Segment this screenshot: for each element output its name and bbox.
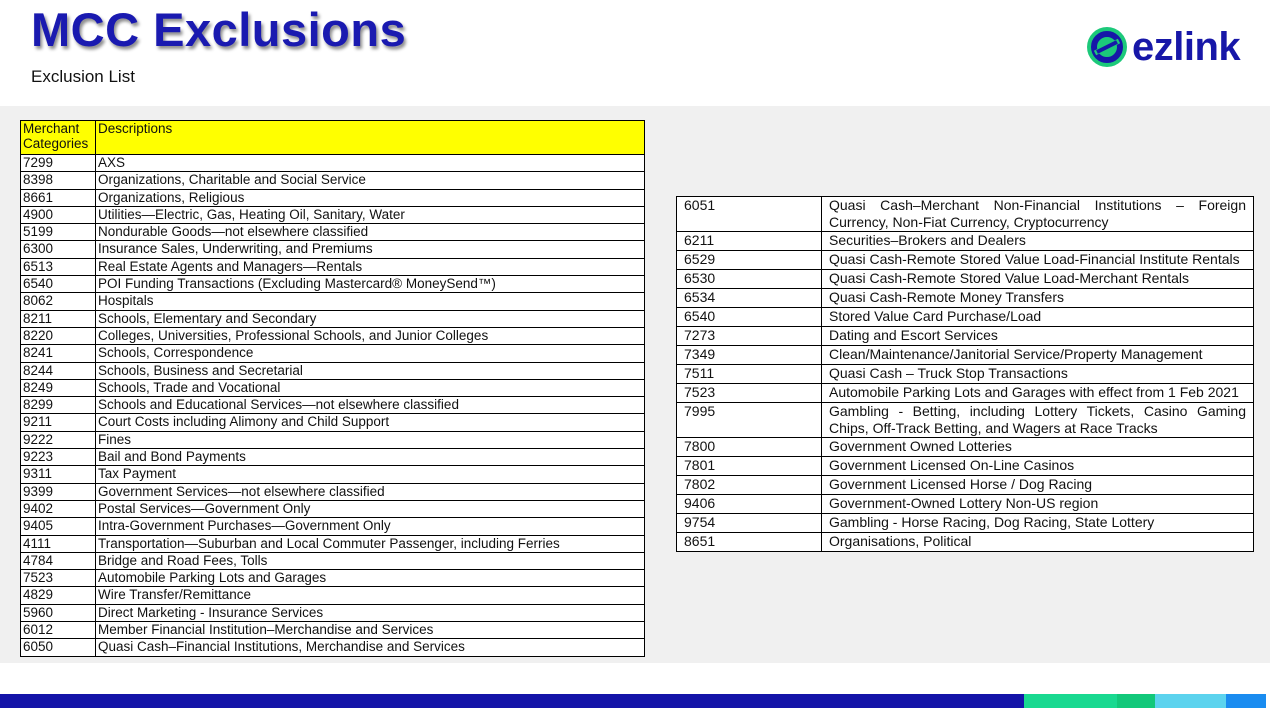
mcc-description: Direct Marketing - Insurance Services	[96, 604, 645, 621]
mcc-description: Schools, Elementary and Secondary	[96, 310, 645, 327]
mcc-description: Hospitals	[96, 293, 645, 310]
mcc-code: 6051	[677, 197, 822, 232]
mcc-description: Government Owned Lotteries	[822, 438, 1254, 457]
mcc-code: 8062	[21, 293, 96, 310]
mcc-code: 6534	[677, 289, 822, 308]
table-row	[21, 414, 645, 431]
table-row	[21, 587, 645, 604]
mcc-description: Utilities—Electric, Gas, Heating Oil, Sanitary, Water	[96, 206, 645, 223]
footer-color-bar	[0, 694, 1270, 708]
mcc-description: POI Funding Transactions (Excluding Mastercard® MoneySend™)	[96, 276, 645, 293]
mcc-description: Bridge and Road Fees, Tolls	[96, 552, 645, 569]
footer-bar-segment	[1155, 694, 1226, 708]
mcc-code: 8299	[21, 397, 96, 414]
mcc-code: 8661	[21, 189, 96, 206]
mcc-code: 8220	[21, 327, 96, 344]
mcc-code: 7273	[677, 327, 822, 346]
exclusion-table-right	[676, 196, 1254, 552]
mcc-description: Gambling - Betting, including Lottery Tickets, Casino Gaming Chips, Off-Track Betting, and Wagers at Race Tracks	[822, 403, 1254, 438]
mcc-description: Bail and Bond Payments	[96, 449, 645, 466]
mcc-code: 7801	[677, 457, 822, 476]
table-row	[21, 466, 645, 483]
mcc-description: Gambling - Horse Racing, Dog Racing, State Lottery	[822, 514, 1254, 533]
table-row	[677, 533, 1254, 552]
mcc-description: Securities–Brokers and Dealers	[822, 232, 1254, 251]
mcc-description: Stored Value Card Purchase/Load	[822, 308, 1254, 327]
mcc-code: 5199	[21, 224, 96, 241]
mcc-code: 8244	[21, 362, 96, 379]
header-descriptions: Descriptions	[96, 121, 645, 155]
footer-bar-segment	[0, 694, 1024, 708]
mcc-description: Automobile Parking Lots and Garages with effect from 1 Feb 2021	[822, 384, 1254, 403]
table-row	[21, 604, 645, 621]
mcc-code: 7802	[677, 476, 822, 495]
table-row	[677, 232, 1254, 251]
table-row	[21, 224, 645, 241]
mcc-code: 8249	[21, 379, 96, 396]
mcc-description: AXS	[96, 155, 645, 172]
mcc-code: 6530	[677, 270, 822, 289]
mcc-description: Dating and Escort Services	[822, 327, 1254, 346]
table-row	[21, 500, 645, 517]
table-row	[21, 155, 645, 172]
mcc-code: 9222	[21, 431, 96, 448]
table-row	[677, 197, 1254, 232]
mcc-description: Schools and Educational Services—not elsewhere classified	[96, 397, 645, 414]
table-row	[21, 172, 645, 189]
mcc-description: Organizations, Religious	[96, 189, 645, 206]
mcc-code: 9405	[21, 518, 96, 535]
mcc-description: Quasi Cash–Merchant Non-Financial Institutions – Foreign Currency, Non-Fiat Currency, Cryptocurrency	[822, 197, 1254, 232]
table-row	[677, 457, 1254, 476]
table-row	[21, 431, 645, 448]
mcc-code: 6012	[21, 622, 96, 639]
mcc-description: Automobile Parking Lots and Garages	[96, 570, 645, 587]
mcc-description: Wire Transfer/Remittance	[96, 587, 645, 604]
mcc-description: Quasi Cash-Remote Stored Value Load-Financial Institute Rentals	[822, 251, 1254, 270]
mcc-code: 8651	[677, 533, 822, 552]
table-row	[677, 476, 1254, 495]
mcc-code: 8241	[21, 345, 96, 362]
mcc-code: 9211	[21, 414, 96, 431]
table-row	[677, 308, 1254, 327]
mcc-description: Government Licensed On-Line Casinos	[822, 457, 1254, 476]
mcc-description: Government-Owned Lottery Non-US region	[822, 495, 1254, 514]
table-row	[677, 365, 1254, 384]
table-row	[677, 270, 1254, 289]
mcc-code: 6529	[677, 251, 822, 270]
mcc-code: 9402	[21, 500, 96, 517]
exclusion-table-left	[20, 120, 645, 657]
table-row	[21, 206, 645, 223]
table-row	[677, 289, 1254, 308]
mcc-description: Government Services—not elsewhere classified	[96, 483, 645, 500]
table-row	[21, 241, 645, 258]
table-row	[21, 397, 645, 414]
mcc-description: Clean/Maintenance/Janitorial Service/Property Management	[822, 346, 1254, 365]
mcc-description: Colleges, Universities, Professional Schools, and Junior Colleges	[96, 327, 645, 344]
mcc-code: 6540	[21, 276, 96, 293]
table-row	[21, 345, 645, 362]
table-row	[21, 362, 645, 379]
mcc-code: 9754	[677, 514, 822, 533]
mcc-code: 7299	[21, 155, 96, 172]
table-row	[21, 276, 645, 293]
footer-bar-segment	[1024, 694, 1117, 708]
mcc-code: 7523	[677, 384, 822, 403]
table-row	[21, 449, 645, 466]
header-merchant-categories: Merchant Categories	[21, 121, 96, 155]
mcc-code: 9311	[21, 466, 96, 483]
mcc-code: 4111	[21, 535, 96, 552]
table-row	[677, 438, 1254, 457]
mcc-code: 4900	[21, 206, 96, 223]
table-row	[21, 535, 645, 552]
table-row	[21, 327, 645, 344]
mcc-code: 7511	[677, 365, 822, 384]
mcc-code: 7349	[677, 346, 822, 365]
table-row	[677, 403, 1254, 438]
ezlink-logo	[1086, 24, 1256, 70]
mcc-code: 4829	[21, 587, 96, 604]
table-row	[677, 346, 1254, 365]
table-row	[21, 570, 645, 587]
mcc-description: Insurance Sales, Underwriting, and Premiums	[96, 241, 645, 258]
mcc-description: Transportation—Suburban and Local Commuter Passenger, including Ferries	[96, 535, 645, 552]
table-row	[677, 514, 1254, 533]
mcc-description: Quasi Cash-Remote Stored Value Load-Merchant Rentals	[822, 270, 1254, 289]
mcc-code: 8398	[21, 172, 96, 189]
table-header-row	[21, 121, 645, 155]
mcc-code: 9406	[677, 495, 822, 514]
mcc-code: 6050	[21, 639, 96, 656]
mcc-code: 6300	[21, 241, 96, 258]
table-row	[677, 495, 1254, 514]
table-row	[21, 258, 645, 275]
mcc-description: Court Costs including Alimony and Child Support	[96, 414, 645, 431]
mcc-code: 4784	[21, 552, 96, 569]
footer-bar-segment	[1117, 694, 1155, 708]
mcc-description: Schools, Trade and Vocational	[96, 379, 645, 396]
mcc-code: 9223	[21, 449, 96, 466]
mcc-code: 7800	[677, 438, 822, 457]
table-row	[21, 622, 645, 639]
logo-text: ezlink	[1132, 25, 1241, 69]
mcc-description: Quasi Cash–Financial Institutions, Merchandise and Services	[96, 639, 645, 656]
mcc-description: Fines	[96, 431, 645, 448]
mcc-description: Schools, Correspondence	[96, 345, 645, 362]
table-row	[21, 483, 645, 500]
table-row	[21, 293, 645, 310]
mcc-description: Organizations, Charitable and Social Service	[96, 172, 645, 189]
mcc-code: 8211	[21, 310, 96, 327]
mcc-description: Intra-Government Purchases—Government Only	[96, 518, 645, 535]
mcc-description: Tax Payment	[96, 466, 645, 483]
table-row	[21, 310, 645, 327]
mcc-description: Postal Services—Government Only	[96, 500, 645, 517]
mcc-code: 7523	[21, 570, 96, 587]
mcc-code: 6211	[677, 232, 822, 251]
table-row	[677, 384, 1254, 403]
mcc-description: Member Financial Institution–Merchandise and Services	[96, 622, 645, 639]
mcc-code: 5960	[21, 604, 96, 621]
ezlink-e-icon	[1086, 26, 1128, 68]
table-row	[21, 379, 645, 396]
table-row	[21, 518, 645, 535]
mcc-description: Quasi Cash-Remote Money Transfers	[822, 289, 1254, 308]
mcc-description: Nondurable Goods—not elsewhere classified	[96, 224, 645, 241]
mcc-code: 7995	[677, 403, 822, 438]
page-subtitle: Exclusion List	[31, 67, 135, 86]
mcc-description: Quasi Cash – Truck Stop Transactions	[822, 365, 1254, 384]
page-title: MCC Exclusions	[31, 3, 407, 56]
mcc-code: 6540	[677, 308, 822, 327]
mcc-description: Real Estate Agents and Managers—Rentals	[96, 258, 645, 275]
table-row	[21, 639, 645, 656]
footer-bar-segment	[1266, 694, 1270, 708]
mcc-code: 9399	[21, 483, 96, 500]
mcc-description: Organisations, Political	[822, 533, 1254, 552]
mcc-code: 6513	[21, 258, 96, 275]
mcc-description: Government Licensed Horse / Dog Racing	[822, 476, 1254, 495]
table-row	[21, 552, 645, 569]
table-row	[677, 327, 1254, 346]
table-row	[677, 251, 1254, 270]
footer-bar-segment	[1226, 694, 1266, 708]
mcc-description: Schools, Business and Secretarial	[96, 362, 645, 379]
table-row	[21, 189, 645, 206]
